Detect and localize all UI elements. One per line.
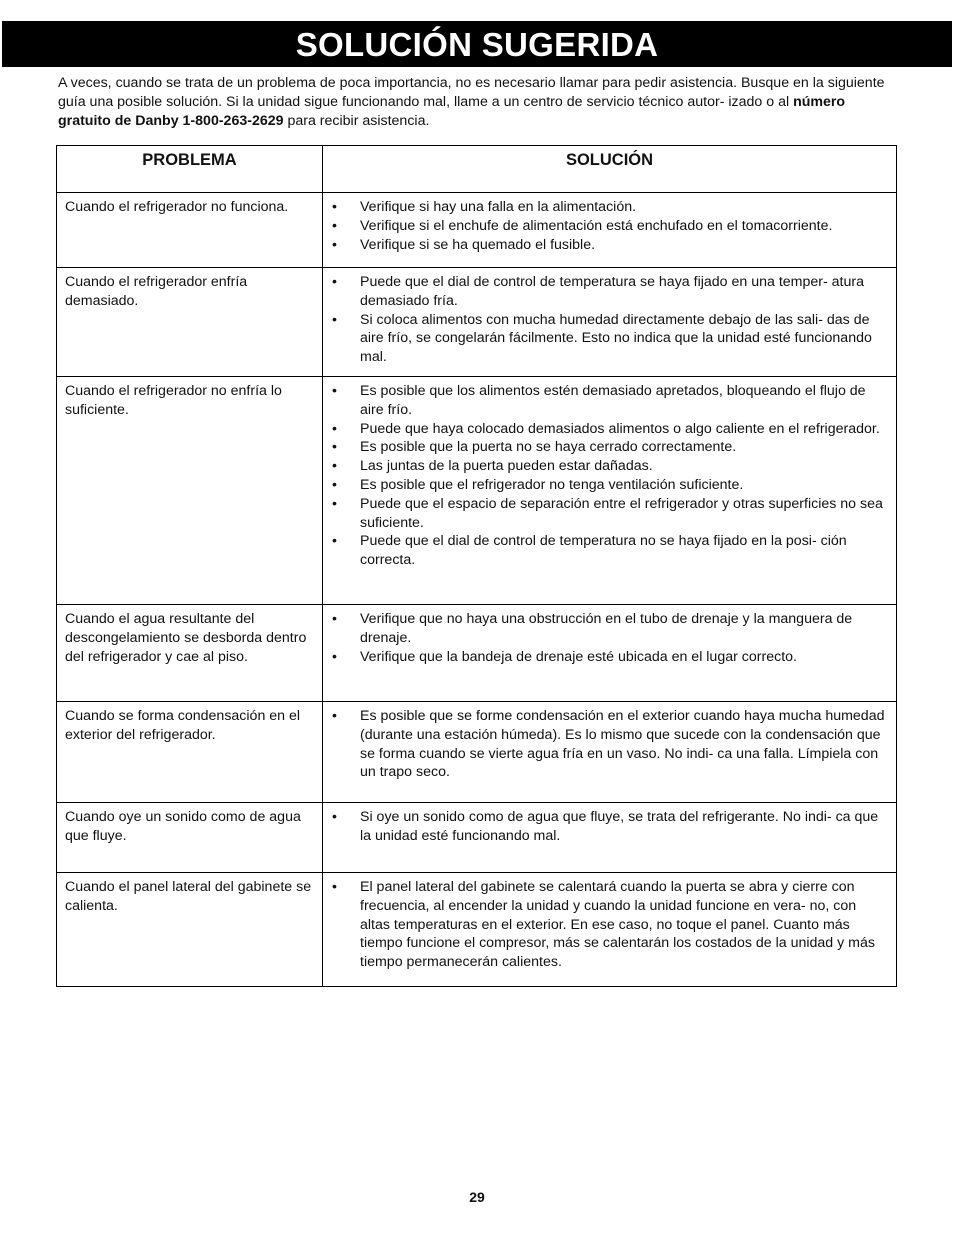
solution-item: • Puede que el espacio de separación entre el refrigerador y otras superficies no sea suficiente.: [331, 495, 888, 533]
solution-list: [331, 198, 888, 254]
problem-cell: [57, 605, 323, 702]
problem-cell: [57, 268, 323, 377]
problem-text: Cuando el refrigerador enfría demasiado.: [65, 274, 248, 309]
solution-list: [331, 610, 888, 666]
problem-text: Cuando oye un sonido como de agua que fluye.: [65, 809, 301, 844]
solution-cell: [323, 803, 897, 873]
page-number: 29: [469, 1189, 485, 1205]
solution-cell: [323, 193, 897, 268]
table-row: [57, 702, 897, 803]
problem-cell: [57, 377, 323, 605]
solution-item: • Verifique que no haya una obstrucción en el tubo de drenaje y la manguera de drenaje.: [331, 610, 888, 648]
solution-cell: [323, 268, 897, 377]
solution-list: [331, 382, 888, 570]
solution-cell: [323, 873, 897, 987]
solution-item: • Es posible que la puerta no se haya cerrado correctamente.: [331, 438, 888, 457]
title-bar: [2, 21, 952, 67]
problem-cell: [57, 803, 323, 873]
solution-item: • El panel lateral del gabinete se calentará cuando la puerta se abra y cierre con frecuencia, al encender la unidad y cuando la unidad funcione en vera- no, con altas temperaturas en el exterior. En ese caso, no toque el panel. Cuanto más tiempo funcione el compresor, más se calentarán los costados de la unidad y más tiempo permanecerán calientes.: [331, 878, 888, 972]
solution-item: • Es posible que los alimentos estén demasiado apretados, bloqueando el flujo de aire frío.: [331, 382, 888, 420]
table-row: [57, 268, 897, 377]
solution-item: • Verifique que la bandeja de drenaje esté ubicada en el lugar correcto.: [331, 648, 888, 667]
solution-item: • Si coloca alimentos con mucha humedad directamente debajo de las sali- das de aire frío, se congelarán fácilmente. Esto no indica que la unidad esté funcionando mal.: [331, 311, 888, 367]
solution-item: • Las juntas de la puerta pueden estar dañadas.: [331, 457, 888, 476]
solution-cell: [323, 605, 897, 702]
solution-item: • Verifique si el enchufe de alimentación está enchufado en el tomacorriente.: [331, 217, 888, 236]
solution-item: • Puede que el dial de control de temperatura se haya fijado en una temper- atura demasiado fría.: [331, 273, 888, 311]
problem-text: Cuando se forma condensación en el exterior del refrigerador.: [65, 708, 301, 743]
solution-column-header: SOLUCIÓN: [323, 146, 897, 193]
intro-text: A veces, cuando se trata de un problema de poca importancia, no es necesario llamar para pedir asistencia. Busque en la siguiente guía una posible solución. Si la unidad sigue funcionando mal, llame a un centro de servicio técnico autor- izado o al: [58, 75, 885, 110]
solution-item: • Puede que haya colocado demasiados alimentos o algo caliente en el refrigerador.: [331, 420, 888, 439]
table-row: [57, 193, 897, 268]
solution-cell: [323, 377, 897, 605]
solution-list: [331, 808, 888, 846]
solution-item: • Verifique si se ha quemado el fusible.: [331, 236, 888, 255]
problem-column-header: PROBLEMA: [57, 146, 323, 193]
table-body: [57, 193, 897, 987]
problem-text: Cuando el refrigerador no funciona.: [65, 199, 289, 215]
intro-paragraph: [58, 74, 898, 131]
solution-list: [331, 878, 888, 972]
page-title: SOLUCIÓN SUGERIDA: [295, 25, 659, 63]
solution-item: • Puede que el dial de control de temperatura no se haya fijado en la posi- ción correcta.: [331, 532, 888, 570]
problem-cell: [57, 873, 323, 987]
solution-cell: [323, 702, 897, 803]
solution-list: [331, 273, 888, 367]
table-header-row: [57, 146, 897, 193]
problem-text: Cuando el panel lateral del gabinete se calienta.: [65, 879, 312, 914]
table-row: [57, 873, 897, 987]
intro-text-end: para recibir asistencia.: [283, 113, 430, 129]
table-row: [57, 377, 897, 605]
solution-item: • Verifique si hay una falla en la alimentación.: [331, 198, 888, 217]
solution-item: • Es posible que el refrigerador no tenga ventilación suficiente.: [331, 476, 888, 495]
problem-cell: [57, 702, 323, 803]
solution-list: [331, 707, 888, 782]
troubleshooting-table: [56, 145, 897, 987]
solution-item: • Si oye un sonido como de agua que fluye, se trata del refrigerante. No indi- ca que la unidad esté funcionando mal.: [331, 808, 888, 846]
table-row: [57, 605, 897, 702]
problem-text: Cuando el agua resultante del descongelamiento se desborda dentro del refrigerador y cae al piso.: [65, 611, 307, 665]
problem-text: Cuando el refrigerador no enfría lo suficiente.: [65, 383, 282, 418]
solution-item: • Es posible que se forme condensación en el exterior cuando haya mucha humedad (durante una estación húmeda). Es lo mismo que sucede con la condensación que se forma cuando se vierte agua fría en un vaso. No indi- ca una falla. Límpiela con un trapo seco.: [331, 707, 888, 782]
table-row: [57, 803, 897, 873]
problem-cell: [57, 193, 323, 268]
intro-phone-bold: número gratuito de Danby 1-800-263-2629: [58, 94, 846, 129]
